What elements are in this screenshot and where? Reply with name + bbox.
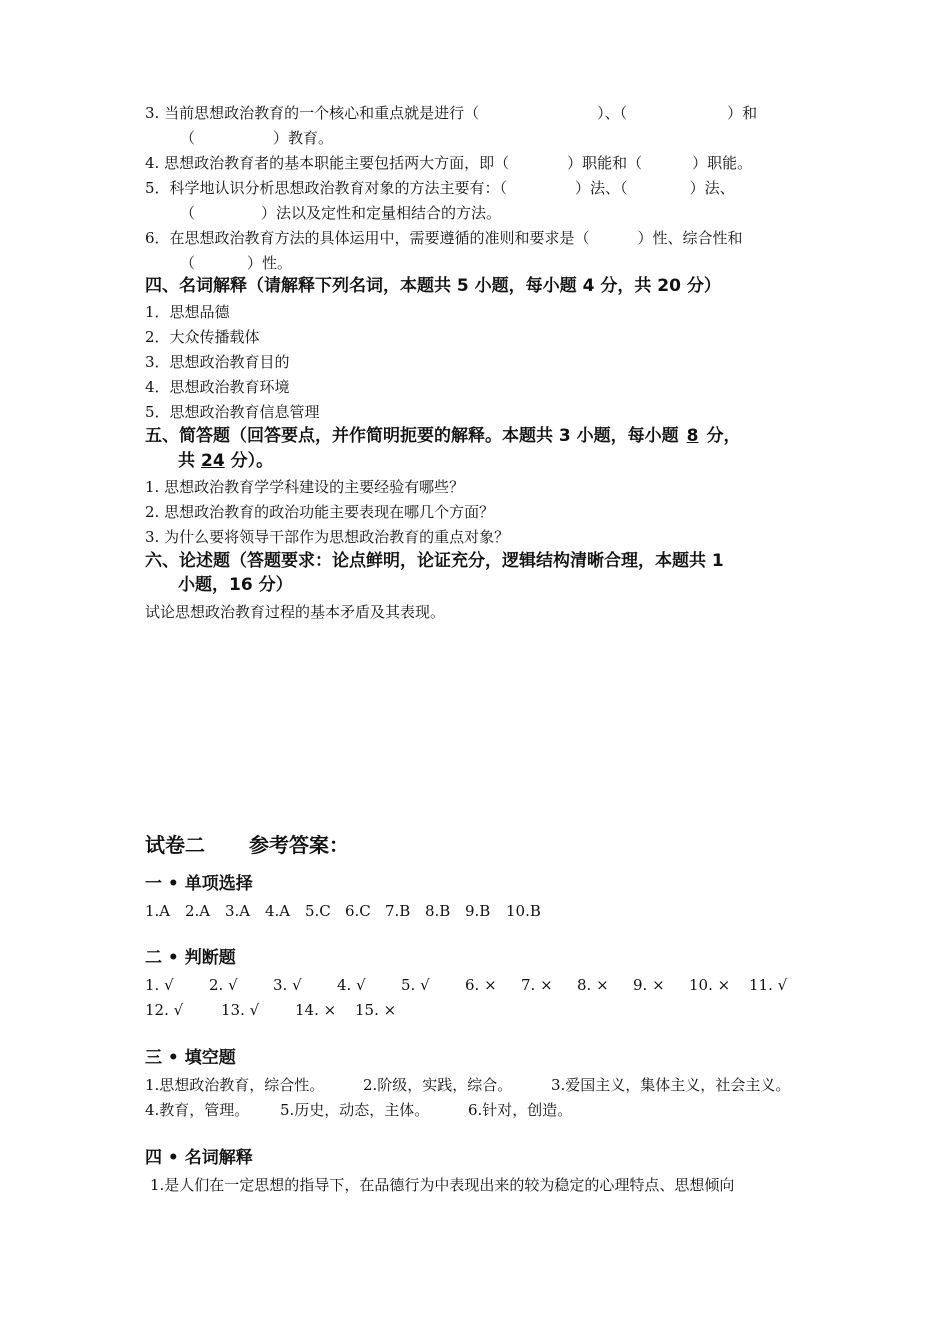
- fill-question-3-cont: （ ）教育。: [180, 129, 334, 147]
- section-5-heading: 五、简答题（回答要点，并作简明扼要的解释。本题共 3 小题，每小题 8 分，: [145, 426, 741, 446]
- fill-question-4: 4. 思想政治教育者的基本职能主要包括两大方面，即（ ）职能和（ ）职能。: [145, 154, 753, 172]
- section-4-heading: 四、名词解释（请解释下列名词，本题共 5 小题，每小题 4 分，共 20 分）: [145, 276, 721, 296]
- answers-title: 试卷二 参考答案：: [145, 833, 349, 857]
- fill-question-5-cont: （ ）法以及定性和定量相结合的方法。: [180, 204, 502, 222]
- short-answer-item: 3. 为什么要将领导干部作为思想政治教育的重点对象？: [145, 528, 510, 546]
- fill-question-3: 3. 当前思想政治教育的一个核心和重点就是进行（ ）、（ ）和: [145, 104, 758, 122]
- section-6-heading: 六、论述题（答题要求：论点鲜明，论证充分，逻辑结构清晰合理，本题共 1: [145, 551, 724, 571]
- short-answer-item: 2. 思想政治教育的政治功能主要表现在哪几个方面？: [145, 503, 495, 521]
- mc-answers: 1.A 2.A 3.A 4.A 5.C 6.C 7.B 8.B 9.B 10.B: [145, 902, 541, 920]
- term-item: 2．大众传播载体: [145, 328, 260, 346]
- fill-question-6: 6．在思想政治教育方法的具体运用中，需要遵循的准则和要求是（ ）性、综合性和: [145, 229, 743, 247]
- tf-answers-row-2: 12. √ 13. √ 14. × 15. ×: [145, 1001, 397, 1019]
- term-item: 5．思想政治教育信息管理: [145, 403, 320, 421]
- tf-answers-row-1: 1. √ 2. √ 3. √ 4. √ 5. √ 6. × 7. × 8. × 9. × 10. × 11. √: [145, 976, 788, 994]
- fill-question-6-cont: （ ）性。: [180, 254, 293, 272]
- terms-heading: 四 • 名词解释: [145, 1148, 253, 1168]
- term-item: 1．思想品德: [145, 303, 230, 321]
- section-5-heading-cont: 共 24 分）。: [178, 451, 274, 471]
- points-total: 24: [201, 451, 225, 471]
- term-item: 4．思想政治教育环境: [145, 378, 290, 396]
- mc-heading: 一 • 单项选择: [145, 874, 253, 894]
- section-6-heading-cont: 小题，16 分）: [178, 575, 293, 595]
- tf-heading: 二 • 判断题: [145, 948, 236, 968]
- term-answer-1: 1.是人们在一定思想的指导下，在品德行为中表现出来的较为稳定的心理特点、思想倾向: [150, 1176, 735, 1194]
- fill-answers-row-1: 1.思想政治教育，综合性。 2.阶级，实践，综合。 3.爱国主义，集体主义，社会主义。: [145, 1076, 791, 1094]
- fill-heading: 三 • 填空题: [145, 1048, 236, 1068]
- fill-answers-row-2: 4.教育，管理。 5.历史，动态，主体。 6.针对，创造。: [145, 1101, 573, 1119]
- short-answer-item: 1. 思想政治教育学学科建设的主要经验有哪些？: [145, 478, 465, 496]
- points-each: 8: [686, 426, 699, 446]
- essay-question: 试论思想政治教育过程的基本矛盾及其表现。: [145, 603, 446, 621]
- term-item: 3．思想政治教育目的: [145, 353, 290, 371]
- fill-question-5: 5．科学地认识分析思想政治教育对象的方法主要有：（ ）法、（ ）法、: [145, 179, 735, 197]
